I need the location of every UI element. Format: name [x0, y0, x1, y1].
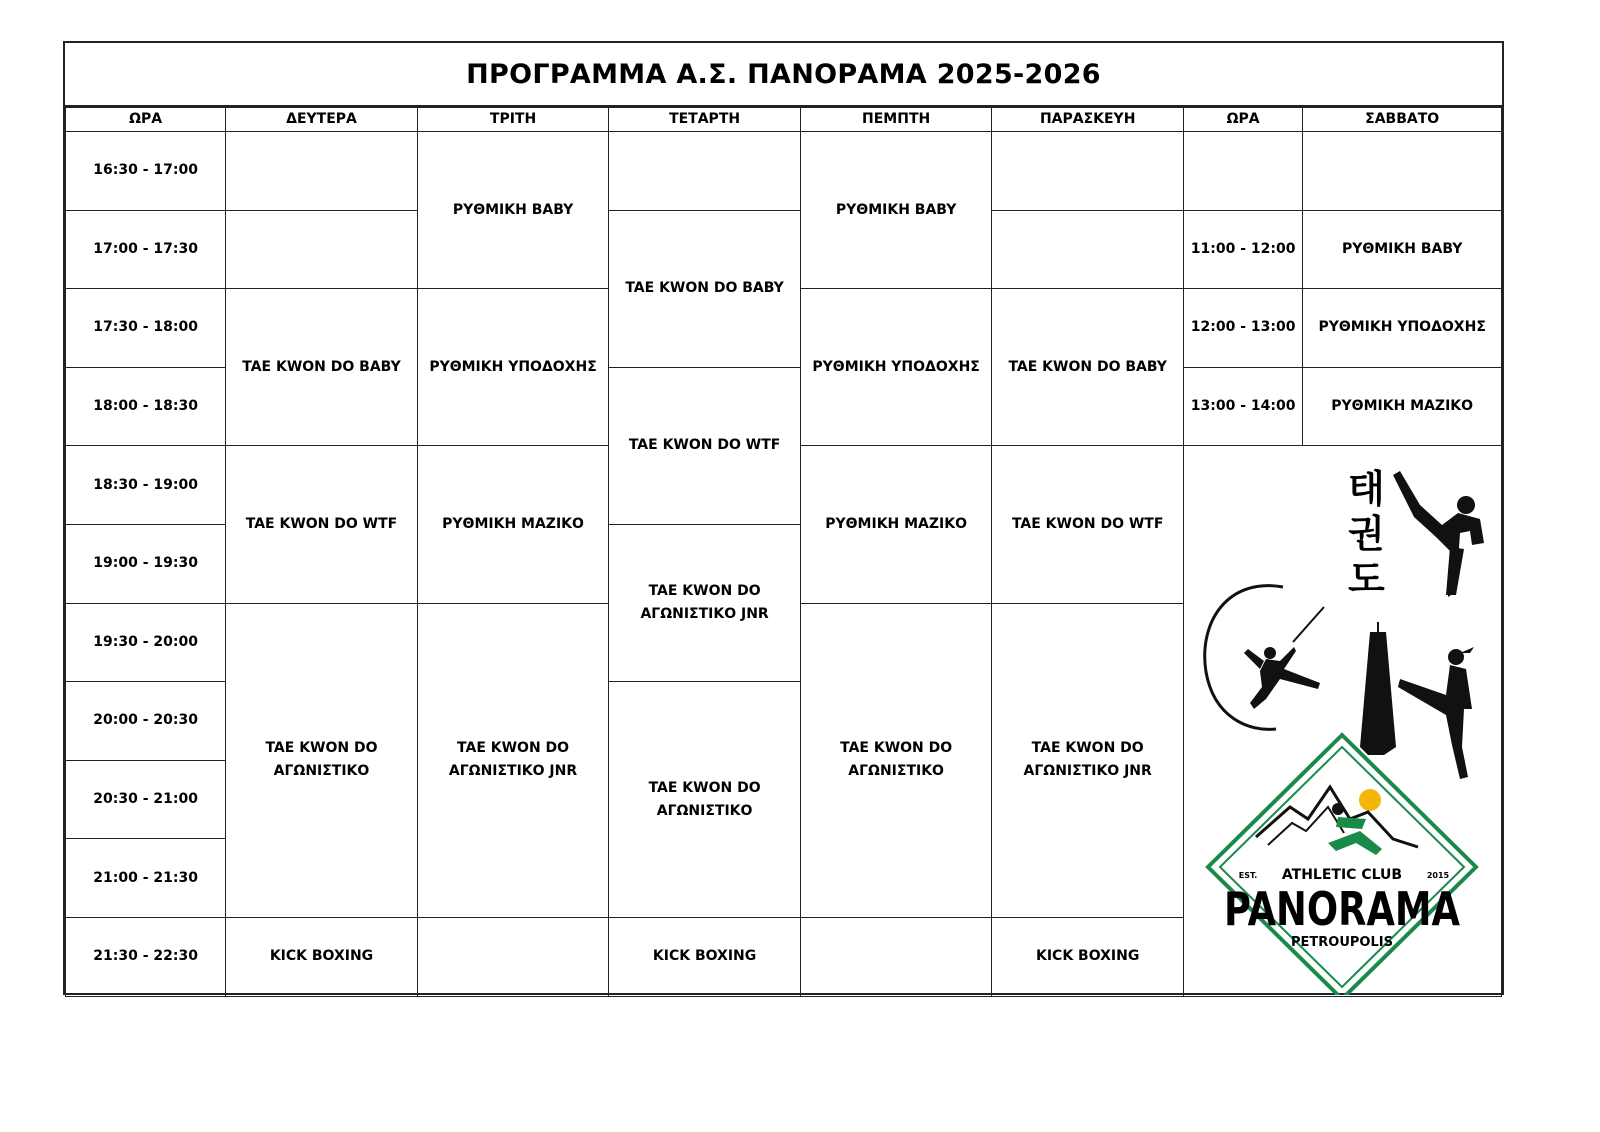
header-tuesday: ΤΡΙΤΗ	[417, 108, 609, 132]
header-wednesday: ΤΕΤΑΡΤΗ	[609, 108, 801, 132]
time-slot: 17:30 - 18:00	[66, 289, 226, 368]
class-cell: TAE KWON DO WTF	[992, 446, 1184, 603]
time-slot: 16:30 - 17:00	[66, 132, 226, 211]
class-cell: ΡΥΘΜΙΚΗ BABY	[417, 132, 609, 289]
class-cell: TAE KWON DO BABY	[226, 289, 418, 446]
time-slot: 20:00 - 20:30	[66, 682, 226, 761]
time-slot: 19:30 - 20:00	[66, 603, 226, 682]
class-cell: TAE KWON DO ΑΓΩΝΙΣΤΙΚΟ JNR	[609, 524, 801, 681]
class-cell: TAE KWON DO ΑΓΩΝΙΣΤΙΚΟ	[226, 603, 418, 917]
saturday-class-cell: ΡΥΘΜΙΚΗ BABY	[1303, 210, 1502, 289]
header-time: ΩΡΑ	[66, 108, 226, 132]
saturday-class-cell: ΡΥΘΜΙΚΗ ΥΠΟΔΟΧΗΣ	[1303, 289, 1502, 368]
logo-city: PETROUPOLIS	[1290, 934, 1393, 950]
time-slot: 21:30 - 22:30	[66, 917, 226, 996]
class-cell: KICK BOXING	[992, 917, 1184, 996]
header-row	[66, 108, 1502, 132]
artwork-svg	[1188, 447, 1497, 995]
logo-name: PANORAMA	[1223, 881, 1461, 936]
page-title: ΠΡΟΓΡΑΜΜΑ Α.Σ. ΠΑΝΟΡΑΜΑ 2025-2026	[65, 43, 1502, 107]
class-cell: TAE KWON DO WTF	[226, 446, 418, 603]
saturday-class-cell: ΡΥΘΜΙΚΗ ΜΑΖΙΚΟ	[1303, 367, 1502, 446]
class-cell: TAE KWON DO BABY	[609, 210, 801, 367]
time-slot: 18:00 - 18:30	[66, 367, 226, 446]
class-cell: TAE KWON DO ΑΓΩΝΙΣΤΙΚΟ JNR	[992, 603, 1184, 917]
hangul-line-2: 권	[1347, 511, 1385, 556]
empty-cell	[992, 210, 1184, 289]
logo-est: EST.	[1238, 870, 1258, 880]
time-slot: 17:00 - 17:30	[66, 210, 226, 289]
class-cell: ΡΥΘΜΙΚΗ ΥΠΟΔΟΧΗΣ	[800, 289, 992, 446]
class-cell: TAE KWON DO BABY	[992, 289, 1184, 446]
empty-cell	[992, 132, 1184, 211]
hangul-line-3: 도	[1347, 556, 1385, 601]
saturday-time-slot: 13:00 - 14:00	[1183, 367, 1302, 446]
empty-cell	[226, 132, 418, 211]
empty-cell	[417, 917, 609, 996]
class-cell: TAE KWON DO ΑΓΩΝΙΣΤΙΚΟ	[800, 603, 992, 917]
saturday-time-slot: 11:00 - 12:00	[1183, 210, 1302, 289]
time-slot: 21:00 - 21:30	[66, 839, 226, 918]
club-artwork	[1188, 447, 1497, 995]
header-monday: ΔΕΥΤΕΡΑ	[226, 108, 418, 132]
punching-bag-icon	[1360, 622, 1396, 755]
empty-cell	[226, 210, 418, 289]
hangul-line-1: 태	[1347, 466, 1385, 511]
class-cell: TAE KWON DO ΑΓΩΝΙΣΤΙΚΟ	[609, 682, 801, 918]
empty-cell	[609, 132, 801, 211]
empty-cell	[800, 917, 992, 996]
class-cell: ΡΥΘΜΙΚΗ ΜΑΖΙΚΟ	[417, 446, 609, 603]
empty-cell	[1183, 132, 1302, 211]
sun-icon	[1359, 789, 1381, 811]
time-slot: 20:30 - 21:00	[66, 760, 226, 839]
logo-club-line: ATHLETIC CLUB	[1281, 866, 1403, 883]
logo-cell	[1183, 446, 1501, 996]
class-cell: ΡΥΘΜΙΚΗ BABY	[800, 132, 992, 289]
taekwondo-kicker-icon	[1393, 471, 1484, 597]
time-slot: 18:30 - 19:00	[66, 446, 226, 525]
rhythmic-gymnast-icon	[1205, 586, 1324, 730]
kickboxer-icon	[1398, 647, 1474, 779]
saturday-time-slot: 12:00 - 13:00	[1183, 289, 1302, 368]
header-saturday: ΣΑΒΒΑΤΟ	[1303, 108, 1502, 132]
class-cell: TAE KWON DO ΑΓΩΝΙΣΤΙΚΟ JNR	[417, 603, 609, 917]
runner-icon	[1328, 803, 1382, 855]
schedule-table	[65, 107, 1502, 997]
logo-year: 2015	[1426, 870, 1450, 880]
schedule-sheet	[63, 41, 1504, 995]
class-cell: ΡΥΘΜΙΚΗ ΜΑΖΙΚΟ	[800, 446, 992, 603]
header-time-saturday: ΩΡΑ	[1183, 108, 1302, 132]
panorama-logo	[1208, 735, 1476, 995]
class-cell: TAE KWON DO WTF	[609, 367, 801, 524]
header-friday: ΠΑΡΑΣΚΕΥΗ	[992, 108, 1184, 132]
header-thursday: ΠΕΜΠΤΗ	[800, 108, 992, 132]
time-slot: 19:00 - 19:30	[66, 524, 226, 603]
class-cell: KICK BOXING	[609, 917, 801, 996]
class-cell: ΡΥΘΜΙΚΗ ΥΠΟΔΟΧΗΣ	[417, 289, 609, 446]
class-cell: KICK BOXING	[226, 917, 418, 996]
empty-cell	[1303, 132, 1502, 211]
